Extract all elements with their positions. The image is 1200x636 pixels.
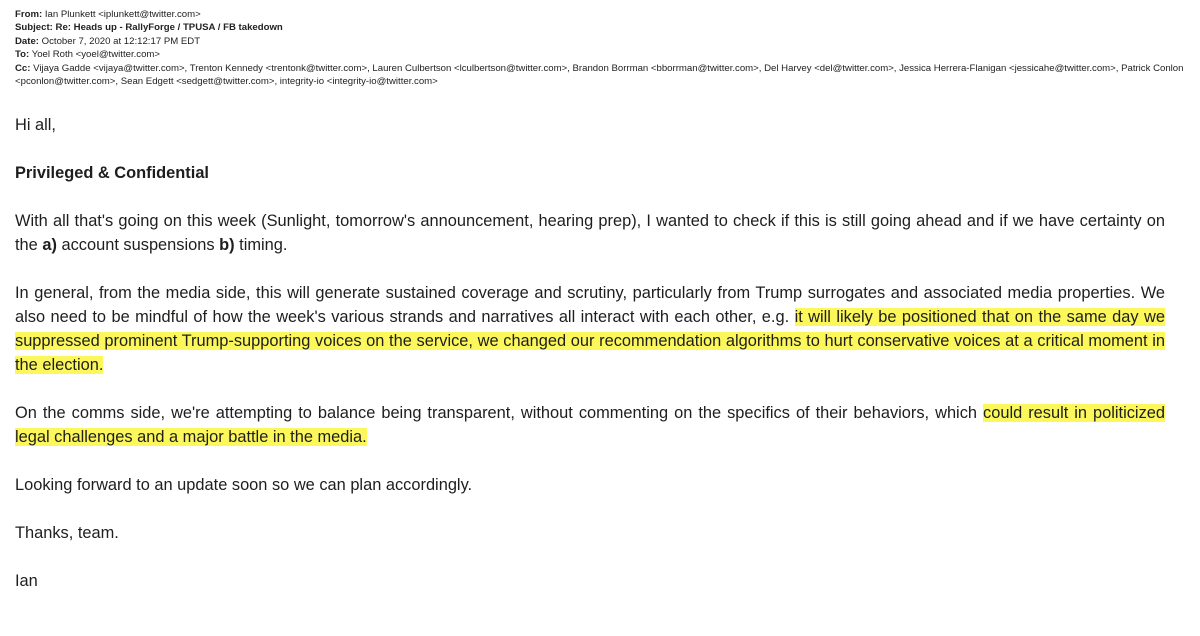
from-value[interactable]: Ian Plunkett <iplunkett@twitter.com> (44, 9, 201, 20)
from-label: From: (15, 9, 43, 20)
greeting: Hi all, (15, 116, 56, 134)
paragraph-3-highlight: could result in politicized legal challenges and a major battle in the media. (15, 404, 1165, 446)
paragraph-1 (15, 209, 1165, 257)
date-label: Date: (15, 35, 39, 47)
paragraph-1-mid: account suspensions (56, 236, 220, 254)
email-headers (15, 8, 1185, 88)
date-row (15, 35, 1185, 48)
paragraph-2-highlight: it will likely be positioned that on the same day we suppressed prominent Trump-supporting voices on the service, we changed our recommendation algorithms to hurt conservative voices at a critical moment in the election. (15, 308, 1165, 374)
paragraph-1-end: timing. (234, 236, 288, 254)
paragraph-4: Looking forward to an update soon so we can plan accordingly. (15, 476, 473, 494)
cc-label: Cc: (15, 62, 31, 74)
paragraph-1-a: a) (42, 236, 57, 254)
cc-value[interactable]: Vijaya Gadde <vijaya@twitter.com>, Trenton Kennedy <trentonk@twitter.com>, Lauren Culbertson <lculbertson@twitter.com>, Brandon Borrman <bborrman@twitter.com>, Del Harvey <del@twitter.com>, Jessica Herrera-Flanigan <jessicahe@twitter.com>, Patrick Conlon <pconlon@twitter.com>, Sean Edgett <sedgett@twitter.com>, integrity-io <integrity-io@twitter.com> (15, 62, 1184, 88)
privileged-heading: Privileged & Confidential (15, 164, 209, 182)
paragraph-1-text: With all that's going on this week (Sunlight, tomorrow's announcement, hearing prep), I wanted to check if this is still going ahead and if we have certainty on the (15, 212, 1165, 254)
paragraph-1-b: b) (219, 236, 235, 254)
paragraph-3-text: On the comms side, we're attempting to balance being transparent, without commenting on the specifics of their behaviors, which (15, 404, 984, 422)
date-value: October 7, 2020 at 12:12:17 PM EDT (41, 35, 201, 47)
subject-value: Re: Heads up - RallyForge / TPUSA / FB takedown (55, 22, 283, 34)
paragraph-5: Thanks, team. (15, 524, 119, 542)
email-body (15, 113, 1165, 593)
from-row (15, 8, 1185, 21)
to-label: To: (15, 49, 30, 61)
subject-row (15, 21, 1185, 34)
to-value[interactable]: Yoel Roth <yoel@twitter.com> (31, 49, 161, 61)
subject-label: Subject: (15, 22, 53, 34)
cc-row (15, 62, 1185, 89)
signature: Ian (15, 572, 38, 590)
paragraph-2 (15, 281, 1165, 377)
to-row (15, 48, 1185, 61)
paragraph-2-text: In general, from the media side, this will generate sustained coverage and scrutiny, particularly from Trump surrogates and associated media properties. We also need to be mindful of how the week's various strands and narratives all interact with each other, e.g. (15, 284, 1165, 326)
paragraph-3 (15, 401, 1165, 449)
